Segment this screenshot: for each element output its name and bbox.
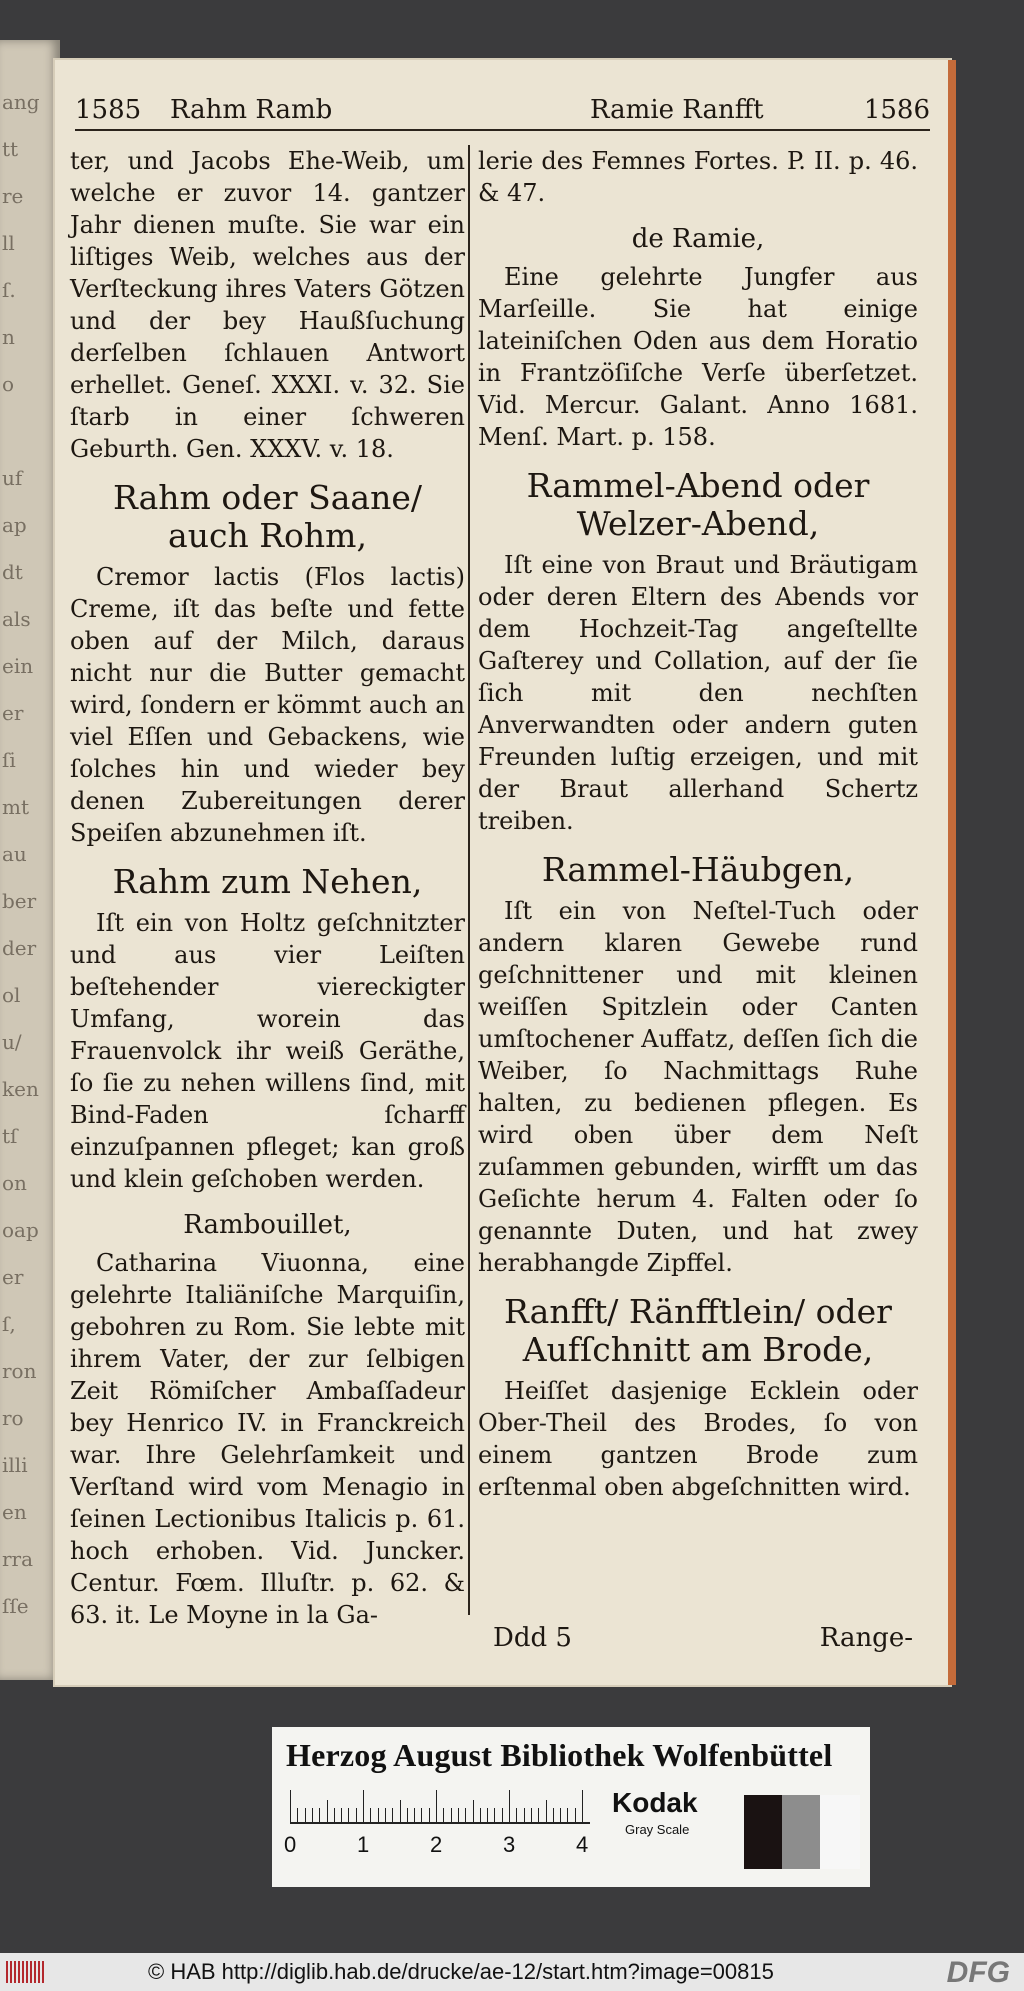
previous-page-fragment: on [2, 1171, 27, 1195]
previous-page-fragment: er [2, 1265, 24, 1289]
previous-page-fragment: u/ [2, 1030, 22, 1054]
ruler-tick [370, 1808, 371, 1822]
entry-heading: Rammel-Häubgen, [541, 850, 855, 889]
ruler-tick [531, 1808, 532, 1822]
right-catchwords: Ramie Ranfft [590, 95, 764, 125]
ruler-tick [480, 1808, 481, 1822]
ruler-tick [392, 1808, 393, 1822]
color-target [272, 1727, 870, 1887]
previous-page-fragment: ſ. [2, 278, 16, 302]
signature-mark: Ddd 5 [493, 1623, 572, 1653]
previous-page-fragment: ſi [2, 748, 16, 772]
entry-heading: Rammel-Abend oder Welzer-Abend, [526, 466, 870, 543]
ruler-number: 1 [357, 1832, 370, 1857]
page-edge [948, 60, 954, 1685]
ruler-tick [582, 1790, 583, 1822]
entry-paragraph: Iſt eine von Braut und Bräutigam oder deren Eltern des Abends vor dem Hochzeit-Tag angeſtellte Gaſterey und Collation, auf der ſie ſich mit den nechſten Anverwandten oder andern guten Freunden luſtig erzeigen, und mit der Braut allerhand Schertz treiben. [478, 551, 918, 835]
ruler-tick [443, 1808, 444, 1822]
previous-page-fragment: ol [2, 983, 21, 1007]
left-page-number: 1585 [75, 95, 142, 125]
ruler-tick [451, 1808, 452, 1822]
previous-page-fragment: en [2, 1500, 27, 1524]
ruler-tick [429, 1808, 430, 1822]
ruler-number: 0 [284, 1832, 297, 1857]
entry-heading: Rahm zum Nehen, [112, 862, 423, 901]
ruler-tick [327, 1800, 328, 1822]
previous-page-fragment: oap [2, 1218, 39, 1242]
previous-page-fragment: er [2, 701, 24, 725]
ruler-tick [465, 1808, 466, 1822]
ruler-tick [356, 1808, 357, 1822]
ruler-number: 3 [503, 1832, 516, 1857]
previous-page-fragment: au [2, 842, 27, 866]
previous-page-fragment: dt [2, 560, 23, 584]
entry-paragraph: Eine gelehrte Jungfer aus Marſeille. Sie hat einige lateiniſchen Oden aus dem Horatio in Frantzöſiſche Verſe überſetzet. Vid. Mercur. Galant. Anno 1681. Menſ. Mart. p. 158. [478, 263, 918, 451]
previous-page-fragment: re [2, 184, 24, 208]
entry-heading: Rambouillet, [183, 1210, 352, 1240]
ruler-tick [567, 1808, 568, 1822]
previous-page-fragment: ll [2, 231, 15, 255]
previous-page-fragment: ber [2, 889, 37, 913]
entry-paragraph: Catharina Viuonna, eine gelehrte Italiäniſche Marquiſin, gebohren zu Rom. Sie lebte mit ihrem Vater, der zur ſelbigen Zeit Römiſcher Ambaſſadeur bey Henrico IV. in Franckreich war. Ihre Gelehrſamkeit und Verſtand wird vom Menagio in ſeinen Lectionibus Italicis p. 61. hoch erhoben. Vid. Juncker. Centur. Fœm. Illuſtr. p. 62. & 63. it. Le Moyne in la Ga- [70, 1249, 465, 1629]
dfg-logo: DFG [946, 1956, 1010, 1989]
ruler-number: 2 [430, 1832, 443, 1857]
previous-page-fragment: ein [2, 654, 34, 678]
swatch-white [820, 1795, 860, 1869]
previous-page-fragment: mt [2, 795, 30, 819]
ruler-tick [458, 1808, 459, 1822]
running-header [75, 95, 930, 131]
institution-name: Herzog August Bibliothek Wolfenbüttel [286, 1737, 833, 1773]
previous-page-fragment: tſ [2, 1124, 18, 1148]
ruler-tick [290, 1790, 291, 1822]
column-divider [468, 145, 470, 1615]
ruler-tick [502, 1808, 503, 1822]
ruler-tick [297, 1808, 298, 1822]
hab-logo-icon [6, 1961, 46, 1983]
ruler-tick [414, 1808, 415, 1822]
right-page-number: 1586 [863, 95, 930, 125]
ruler-tick [546, 1800, 547, 1822]
footer-bar [0, 1953, 1024, 1991]
entry-paragraph: Heiſſet dasjenige Ecklein oder Ober-Theil des Brodes, ſo von einem gantzen Brode zum erſtenmal oben abgeſchnitten wird. [478, 1377, 918, 1501]
ruler-tick [312, 1808, 313, 1822]
previous-page-fragment: der [2, 936, 37, 960]
ruler-tick [363, 1790, 364, 1822]
entry-paragraph: ter, und Jacobs Ehe-Weib, um welche er zuvor 14. gantzer Jahr dienen muſte. Sie war ein liſtiges Weib, welches aus der Verſteckung ihres Vaters Götzen und der bey Haußſuchung derſelben ſchlauen Antwort erhellet. Geneſ. XXXI. v. 32. Sie ſtarb in einer ſchweren Geburth. Gen. XXXV. v. 18. [70, 147, 465, 463]
ruler-tick [407, 1808, 408, 1822]
ruler-tick [538, 1808, 539, 1822]
ruler-tick [509, 1790, 510, 1822]
previous-page-edge [0, 40, 60, 1680]
ruler-tick [494, 1808, 495, 1822]
ruler-tick [553, 1808, 554, 1822]
ruler-tick [421, 1808, 422, 1822]
ruler-tick [348, 1808, 349, 1822]
entry-paragraph: lerie des Femnes Fortes. P. II. p. 46. & 47. [478, 147, 918, 207]
ruler-tick [560, 1808, 561, 1822]
ruler-tick [319, 1808, 320, 1822]
gray-scale-label: Gray Scale [625, 1822, 690, 1837]
previous-page-fragment: ap [2, 513, 27, 537]
kodak-logo: Kodak [612, 1787, 698, 1818]
previous-page-fragment: ron [2, 1359, 37, 1383]
ruler-tick [516, 1808, 517, 1822]
entry-paragraph: Iſt ein von Holtz geſchnitzter und aus vier Leiſten beſtehender viereckigter Umfang, worein das Frauenvolck ihr weiß Geräthe, ſo ſie zu nehen willens ſind, mit Bind-Faden ſcharff einzuſpannen pfleget; kan groß und klein geſchoben werden. [70, 909, 465, 1193]
ruler-tick [341, 1808, 342, 1822]
previous-page-fragment: ſſe [2, 1594, 29, 1618]
ruler-tick [334, 1808, 335, 1822]
ruler-tick [473, 1800, 474, 1822]
previous-page-fragment: ken [2, 1077, 39, 1101]
ruler-tick [487, 1808, 488, 1822]
previous-page-fragment: rra [2, 1547, 34, 1571]
previous-page-fragment: tt [2, 137, 19, 161]
left-catchwords: Rahm Ramb [170, 95, 333, 125]
ruler-tick [575, 1808, 576, 1822]
swatch-black [744, 1795, 782, 1869]
previous-page-fragment: uf [2, 466, 23, 490]
ruler-scale [290, 1787, 590, 1824]
previous-page-fragment: ang [2, 90, 40, 114]
entry-heading: Ranfft/ Ränfftlein/ oder Aufſchnitt am Brode, [504, 1292, 892, 1369]
previous-page-fragment: illi [2, 1453, 28, 1477]
left-column [70, 145, 465, 1635]
previous-page-fragment: ro [2, 1406, 24, 1430]
ruler-tick [378, 1808, 379, 1822]
catchword: Range- [819, 1623, 913, 1653]
entry-paragraph: Cremor lactis (Flos lactis) Creme, iſt das beſte und fette oben auf der Milch, daraus nicht nur die Butter gemacht wird, ſondern er kömmt auch an viel Eſſen und Gebackens, wie ſolches hin und wieder bey denen Zubereitungen derer Speiſen abzunehmen iſt. [70, 563, 465, 847]
ruler-number: 4 [576, 1832, 589, 1857]
entry-paragraph: Iſt ein von Neſtel-Tuch oder andern klaren Gewebe rund geſchnittener und mit kleinen weiſſen Spitzlein oder Canten umſtochener Auffatz, deſſen ſich die Weiber, ſo Nachmittags Ruhe halten, zu bedienen pflegen. Es wird oben über dem Neſt zuſammen gebunden, wirfft um das Geſichte herum 4. Falten oder ſo genannte Duten, und hat zwey herabhangde Zipffel. [478, 897, 918, 1277]
book-page [55, 60, 950, 1685]
ruler-tick [305, 1808, 306, 1822]
ruler-tick [436, 1790, 437, 1822]
entry-heading: de Ramie, [631, 224, 765, 254]
ruler-tick [400, 1800, 401, 1822]
previous-page-fragment: n [2, 325, 15, 349]
swatch-gray [782, 1795, 820, 1869]
image-credit-link[interactable]: © HAB http://diglib.hab.de/drucke/ae-12/start.htm?image=00815 [148, 1959, 774, 1984]
entry-heading: Rahm oder Saane/ auch Rohm, [113, 478, 422, 555]
ruler-tick [385, 1808, 386, 1822]
previous-page-fragment: ſ, [2, 1312, 16, 1336]
right-column [478, 145, 918, 1507]
previous-page-fragment: als [2, 607, 31, 631]
previous-page-fragment: o [2, 372, 15, 396]
ruler-tick [524, 1808, 525, 1822]
